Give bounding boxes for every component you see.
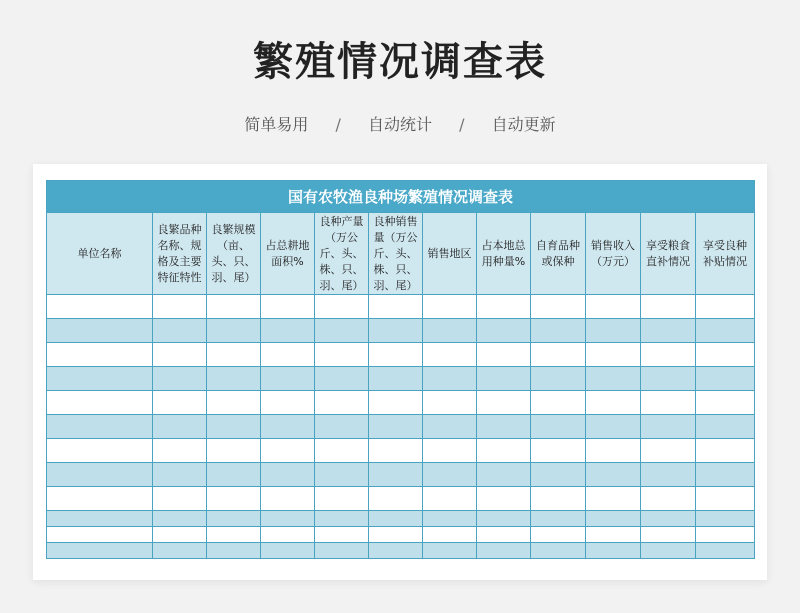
table-cell[interactable] xyxy=(696,463,755,487)
table-cell[interactable] xyxy=(47,295,153,319)
table-row xyxy=(47,463,755,487)
table-cell[interactable] xyxy=(261,439,315,463)
table-cell[interactable] xyxy=(47,511,153,527)
table-cell[interactable] xyxy=(586,415,641,439)
table-cell[interactable] xyxy=(207,367,261,391)
table-row xyxy=(47,343,755,367)
table-cell[interactable] xyxy=(315,543,369,559)
table-cell[interactable] xyxy=(586,439,641,463)
table-cell[interactable] xyxy=(423,439,477,463)
table-cell[interactable] xyxy=(315,487,369,511)
table-cell[interactable] xyxy=(207,415,261,439)
table-cell[interactable] xyxy=(531,439,586,463)
table-cell[interactable] xyxy=(586,295,641,319)
page-title: 繁殖情况调查表 xyxy=(253,39,547,85)
table-cell[interactable] xyxy=(47,543,153,559)
table-cell[interactable] xyxy=(369,527,423,543)
table-cell[interactable] xyxy=(641,367,696,391)
table-cell[interactable] xyxy=(315,367,369,391)
table-cell[interactable] xyxy=(586,367,641,391)
table-cell[interactable] xyxy=(423,463,477,487)
table-cell[interactable] xyxy=(641,511,696,527)
table-cell[interactable] xyxy=(586,343,641,367)
table-cell[interactable] xyxy=(477,391,531,415)
table-cell[interactable] xyxy=(531,343,586,367)
table-cell[interactable] xyxy=(477,511,531,527)
table-cell[interactable] xyxy=(369,367,423,391)
column-header: 占总耕地面积% xyxy=(261,213,315,295)
column-header: 享受良种补贴情况 xyxy=(696,213,755,295)
table-cell[interactable] xyxy=(261,415,315,439)
table-cell[interactable] xyxy=(207,439,261,463)
subtitle-item: 简单易用 xyxy=(244,115,309,134)
table-cell[interactable] xyxy=(261,391,315,415)
table-cell[interactable] xyxy=(315,439,369,463)
table-cell[interactable] xyxy=(641,319,696,343)
table-cell[interactable] xyxy=(696,543,755,559)
table-cell[interactable] xyxy=(369,439,423,463)
table-cell[interactable] xyxy=(531,295,586,319)
table-cell[interactable] xyxy=(423,367,477,391)
table-cell[interactable] xyxy=(531,415,586,439)
table-cell[interactable] xyxy=(261,319,315,343)
table-cell[interactable] xyxy=(153,295,207,319)
table-cell[interactable] xyxy=(423,527,477,543)
table-row xyxy=(47,295,755,319)
table-cell[interactable] xyxy=(47,415,153,439)
table-cell[interactable] xyxy=(696,319,755,343)
subtitle-item: 自动统计 xyxy=(367,115,432,134)
table-cell[interactable] xyxy=(696,487,755,511)
table-cell[interactable] xyxy=(261,511,315,527)
table-cell[interactable] xyxy=(641,343,696,367)
table-cell[interactable] xyxy=(153,319,207,343)
table-cell[interactable] xyxy=(369,543,423,559)
table-cell[interactable] xyxy=(47,319,153,343)
table-cell[interactable] xyxy=(531,543,586,559)
subtitle-item: 自动更新 xyxy=(491,115,556,134)
table-cell[interactable] xyxy=(47,487,153,511)
table-cell[interactable] xyxy=(696,343,755,367)
table-cell[interactable] xyxy=(153,367,207,391)
table-cell[interactable] xyxy=(207,527,261,543)
table-cell[interactable] xyxy=(315,527,369,543)
table-cell[interactable] xyxy=(641,439,696,463)
table-cell[interactable] xyxy=(369,463,423,487)
table-row xyxy=(47,319,755,343)
table-cell[interactable] xyxy=(641,295,696,319)
table-cell[interactable] xyxy=(261,295,315,319)
table-cell[interactable] xyxy=(153,415,207,439)
table-cell[interactable] xyxy=(369,391,423,415)
table-cell[interactable] xyxy=(641,527,696,543)
table-cell[interactable] xyxy=(207,511,261,527)
subtitle-separator: / xyxy=(459,115,465,134)
table-cell[interactable] xyxy=(369,511,423,527)
table-cell[interactable] xyxy=(207,391,261,415)
table-cell[interactable] xyxy=(531,511,586,527)
table-cell[interactable] xyxy=(207,295,261,319)
table-cell[interactable] xyxy=(696,527,755,543)
table-cell[interactable] xyxy=(423,511,477,527)
table-cell[interactable] xyxy=(207,543,261,559)
table-cell[interactable] xyxy=(696,439,755,463)
table-row xyxy=(47,511,755,527)
table-cell[interactable] xyxy=(641,543,696,559)
table-cell[interactable] xyxy=(641,391,696,415)
table-cell[interactable] xyxy=(696,415,755,439)
table-cell[interactable] xyxy=(531,463,586,487)
table-cell[interactable] xyxy=(369,343,423,367)
table-cell[interactable] xyxy=(423,415,477,439)
sheet-card xyxy=(33,164,767,580)
table-cell[interactable] xyxy=(477,319,531,343)
table-cell[interactable] xyxy=(477,463,531,487)
table-cell[interactable] xyxy=(261,367,315,391)
table-cell[interactable] xyxy=(477,543,531,559)
table-cell[interactable] xyxy=(696,391,755,415)
table-row xyxy=(47,415,755,439)
table-row xyxy=(47,527,755,543)
table-cell[interactable] xyxy=(261,487,315,511)
table-cell[interactable] xyxy=(423,487,477,511)
table-cell[interactable] xyxy=(153,487,207,511)
table-cell[interactable] xyxy=(47,527,153,543)
table-cell[interactable] xyxy=(153,527,207,543)
table-cell[interactable] xyxy=(369,415,423,439)
table-cell[interactable] xyxy=(207,343,261,367)
table-cell[interactable] xyxy=(47,463,153,487)
table-row xyxy=(47,439,755,463)
table-cell[interactable] xyxy=(477,415,531,439)
table-cell[interactable] xyxy=(153,543,207,559)
table-cell[interactable] xyxy=(641,415,696,439)
table-cell[interactable] xyxy=(586,391,641,415)
table-cell[interactable] xyxy=(315,415,369,439)
table-cell[interactable] xyxy=(477,527,531,543)
table-cell[interactable] xyxy=(207,319,261,343)
table-cell[interactable] xyxy=(153,439,207,463)
table-cell[interactable] xyxy=(586,319,641,343)
table-cell[interactable] xyxy=(531,527,586,543)
table-cell[interactable] xyxy=(369,319,423,343)
table-cell[interactable] xyxy=(153,511,207,527)
table-cell[interactable] xyxy=(207,463,261,487)
table-cell[interactable] xyxy=(315,343,369,367)
table-cell[interactable] xyxy=(315,463,369,487)
table-cell[interactable] xyxy=(315,319,369,343)
table-cell[interactable] xyxy=(423,391,477,415)
table-body xyxy=(47,295,755,559)
table-cell[interactable] xyxy=(477,343,531,367)
column-header: 良繁规模（亩、头、只、羽、尾） xyxy=(207,213,261,295)
table-row xyxy=(47,367,755,391)
subtitle xyxy=(0,112,800,135)
subtitle-separator: / xyxy=(335,115,341,134)
table-cell[interactable] xyxy=(369,487,423,511)
column-header: 单位名称 xyxy=(47,213,153,295)
table-cell[interactable] xyxy=(315,511,369,527)
table-cell[interactable] xyxy=(696,367,755,391)
table-cell[interactable] xyxy=(423,543,477,559)
column-header: 销售收入（万元） xyxy=(586,213,641,295)
table-cell[interactable] xyxy=(47,439,153,463)
table-cell[interactable] xyxy=(696,511,755,527)
table-cell[interactable] xyxy=(477,439,531,463)
table-cell[interactable] xyxy=(586,463,641,487)
table-cell[interactable] xyxy=(423,319,477,343)
table-cell[interactable] xyxy=(641,463,696,487)
table-banner: 国有农牧渔良种场繁殖情况调查表 xyxy=(47,181,755,213)
table-cell[interactable] xyxy=(315,391,369,415)
column-header: 享受粮食直补情况 xyxy=(641,213,696,295)
table-cell[interactable] xyxy=(47,391,153,415)
table-cell[interactable] xyxy=(369,295,423,319)
survey-table xyxy=(46,180,755,559)
table-cell[interactable] xyxy=(531,319,586,343)
table-cell[interactable] xyxy=(423,295,477,319)
table-cell[interactable] xyxy=(586,543,641,559)
table-cell[interactable] xyxy=(153,391,207,415)
column-header: 良种产量（万公斤、头、株、只、羽、尾） xyxy=(315,213,369,295)
table-cell[interactable] xyxy=(315,295,369,319)
table-cell[interactable] xyxy=(696,295,755,319)
column-header: 良繁品种名称、规格及主要特征特性 xyxy=(153,213,207,295)
table-cell[interactable] xyxy=(586,527,641,543)
table-cell[interactable] xyxy=(261,463,315,487)
table-cell[interactable] xyxy=(477,295,531,319)
table-cell[interactable] xyxy=(641,487,696,511)
table-cell[interactable] xyxy=(47,367,153,391)
table-cell[interactable] xyxy=(47,343,153,367)
column-header: 自育品种或保种 xyxy=(531,213,586,295)
table-row xyxy=(47,487,755,511)
column-header: 占本地总用种量% xyxy=(477,213,531,295)
table-cell[interactable] xyxy=(586,511,641,527)
table-cell[interactable] xyxy=(477,367,531,391)
table-cell[interactable] xyxy=(153,343,207,367)
table-cell[interactable] xyxy=(261,543,315,559)
table-row xyxy=(47,543,755,559)
table-cell[interactable] xyxy=(586,487,641,511)
table-cell[interactable] xyxy=(153,463,207,487)
table-cell[interactable] xyxy=(207,487,261,511)
column-header: 销售地区 xyxy=(423,213,477,295)
column-header: 良种销售量（万公斤、头、株、只、羽、尾） xyxy=(369,213,423,295)
table-cell[interactable] xyxy=(261,343,315,367)
table-cell[interactable] xyxy=(531,391,586,415)
table-cell[interactable] xyxy=(423,343,477,367)
table-cell[interactable] xyxy=(477,487,531,511)
table-row xyxy=(47,391,755,415)
table-cell[interactable] xyxy=(531,367,586,391)
table-cell[interactable] xyxy=(531,487,586,511)
table-cell[interactable] xyxy=(261,527,315,543)
